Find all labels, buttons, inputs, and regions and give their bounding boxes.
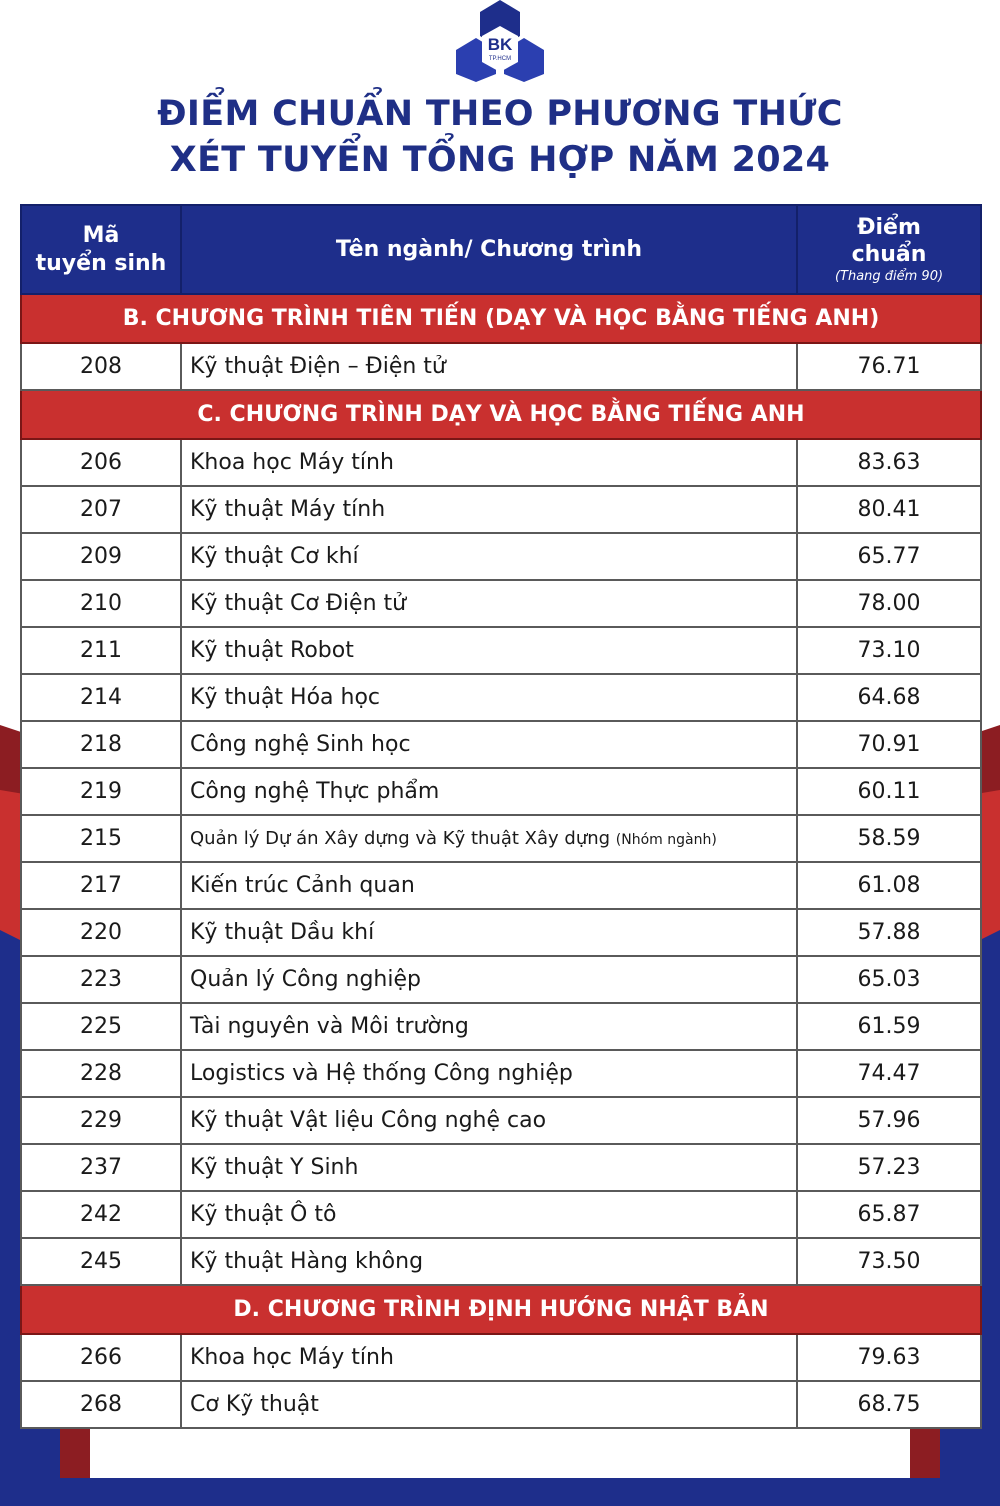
page-title-line2: XÉT TUYỂN TỔNG HỢP NĂM 2024 [169,140,831,180]
program-score: 83.63 [797,439,981,486]
logo-text: BK [487,35,513,54]
program-score: 60.11 [797,768,981,815]
header-score-note: (Thang điểm 90) [834,268,944,284]
program-score: 57.96 [797,1097,981,1144]
program-code: 242 [21,1191,181,1238]
program-name: Tài nguyên và Môi trường [190,1014,469,1039]
table-row [21,721,981,768]
program-code: 206 [21,439,181,486]
program-score: 68.75 [797,1381,981,1428]
table-body [21,294,981,1428]
table-row [21,1238,981,1285]
program-code: 228 [21,1050,181,1097]
page-title-line1: ĐIỂM CHUẨN THEO PHƯƠNG THỨC [157,94,843,134]
program-name-cell [181,486,797,533]
program-name-cell [181,768,797,815]
program-name: Kỹ thuật Cơ Điện tử [190,591,407,616]
program-score: 74.47 [797,1050,981,1097]
program-name-cell [181,815,797,862]
program-name-cell [181,1334,797,1381]
program-name-cell [181,1191,797,1238]
table-header-row [21,205,981,294]
program-score: 65.87 [797,1191,981,1238]
table-row [21,1144,981,1191]
table-row [21,1097,981,1144]
program-name: Khoa học Máy tính [190,450,394,475]
table-row [21,1003,981,1050]
table-row [21,533,981,580]
table-row [21,1050,981,1097]
header-program: Tên ngành/ Chương trình [181,205,797,294]
program-name-cell [181,1003,797,1050]
program-score: 64.68 [797,674,981,721]
program-score: 70.91 [797,721,981,768]
section-header-row [21,1285,981,1334]
header-code-line1: Mã [82,223,120,248]
logo-subtext: TP.HCM [488,56,512,62]
program-code: 220 [21,909,181,956]
program-score: 76.71 [797,343,981,390]
header-code [21,205,181,294]
program-code: 268 [21,1381,181,1428]
table-row [21,674,981,721]
program-score: 73.10 [797,627,981,674]
program-name-cell [181,439,797,486]
program-name: Logistics và Hệ thống Công nghiệp [190,1061,573,1086]
program-code: 211 [21,627,181,674]
section-title: D. CHƯƠNG TRÌNH ĐỊNH HƯỚNG NHẬT BẢN [21,1285,981,1334]
program-code: 209 [21,533,181,580]
program-score: 80.41 [797,486,981,533]
program-name-cell [181,909,797,956]
program-name-cell [181,533,797,580]
program-note: (Nhóm ngành) [615,832,717,848]
program-name-cell [181,1050,797,1097]
program-name: Công nghệ Sinh học [190,732,411,757]
program-score: 61.59 [797,1003,981,1050]
program-name-cell [181,1238,797,1285]
table-row [21,439,981,486]
program-name: Kỹ thuật Ô tô [190,1202,337,1227]
table-row [21,815,981,862]
table-row [21,580,981,627]
table-row [21,956,981,1003]
table-row [21,768,981,815]
program-name: Khoa học Máy tính [190,1345,394,1370]
program-name-cell [181,1144,797,1191]
header-code-line2: tuyển sinh [35,250,167,276]
header-score-line1: Điểm [857,214,921,240]
program-score: 58.59 [797,815,981,862]
program-score: 73.50 [797,1238,981,1285]
table-row [21,627,981,674]
program-code: 217 [21,862,181,909]
program-name: Kỹ thuật Robot [190,638,354,663]
program-name-cell [181,1381,797,1428]
program-name-cell [181,956,797,1003]
program-score: 79.63 [797,1334,981,1381]
program-name: Công nghệ Thực phẩm [190,779,440,804]
score-table [20,204,982,1429]
program-code: 207 [21,486,181,533]
program-code: 225 [21,1003,181,1050]
program-score: 65.03 [797,956,981,1003]
program-name: Kỹ thuật Y Sinh [190,1155,359,1180]
program-name-cell [181,580,797,627]
program-name-cell [181,343,797,390]
table-row [21,909,981,956]
table-row [21,862,981,909]
program-score: 61.08 [797,862,981,909]
header-score [797,205,981,294]
section-title: C. CHƯƠNG TRÌNH DẠY VÀ HỌC BẰNG TIẾNG ANH [21,390,981,439]
program-name-cell [181,627,797,674]
table-row [21,343,981,390]
table-row [21,1334,981,1381]
program-code: 208 [21,343,181,390]
program-name: Quản lý Công nghiệp [190,967,421,992]
program-score: 57.23 [797,1144,981,1191]
program-name: Kỹ thuật Máy tính [190,497,386,522]
program-code: 214 [21,674,181,721]
program-name-cell [181,674,797,721]
program-name-cell [181,862,797,909]
program-code: 219 [21,768,181,815]
program-name: Kiến trúc Cảnh quan [190,873,415,898]
program-code: 210 [21,580,181,627]
program-name: Quản lý Dự án Xây dựng và Kỹ thuật Xây dựng [190,828,611,849]
table-row [21,1381,981,1428]
section-title: B. CHƯƠNG TRÌNH TIÊN TIẾN (DẠY VÀ HỌC BẰNG TIẾNG ANH) [21,294,981,343]
program-score: 57.88 [797,909,981,956]
section-header-row [21,294,981,343]
table-row [21,1191,981,1238]
program-code: 266 [21,1334,181,1381]
program-name: Kỹ thuật Cơ khí [190,544,359,569]
program-name-cell [181,1097,797,1144]
program-code: 223 [21,956,181,1003]
program-name: Kỹ thuật Điện – Điện tử [190,354,446,379]
program-name: Kỹ thuật Hóa học [190,685,381,710]
program-name: Kỹ thuật Dầu khí [190,920,375,945]
program-name: Cơ Kỹ thuật [190,1392,319,1417]
program-code: 218 [21,721,181,768]
program-name: Kỹ thuật Vật liệu Công nghệ cao [190,1108,547,1133]
program-score: 65.77 [797,533,981,580]
section-header-row [21,390,981,439]
bk-logo-icon [454,0,546,82]
program-score: 78.00 [797,580,981,627]
program-name-cell [181,721,797,768]
table-row [21,486,981,533]
header-score-line2: chuẩn [851,242,927,268]
program-code: 245 [21,1238,181,1285]
program-code: 215 [21,815,181,862]
program-code: 229 [21,1097,181,1144]
program-code: 237 [21,1144,181,1191]
program-name: Kỹ thuật Hàng không [190,1249,424,1274]
